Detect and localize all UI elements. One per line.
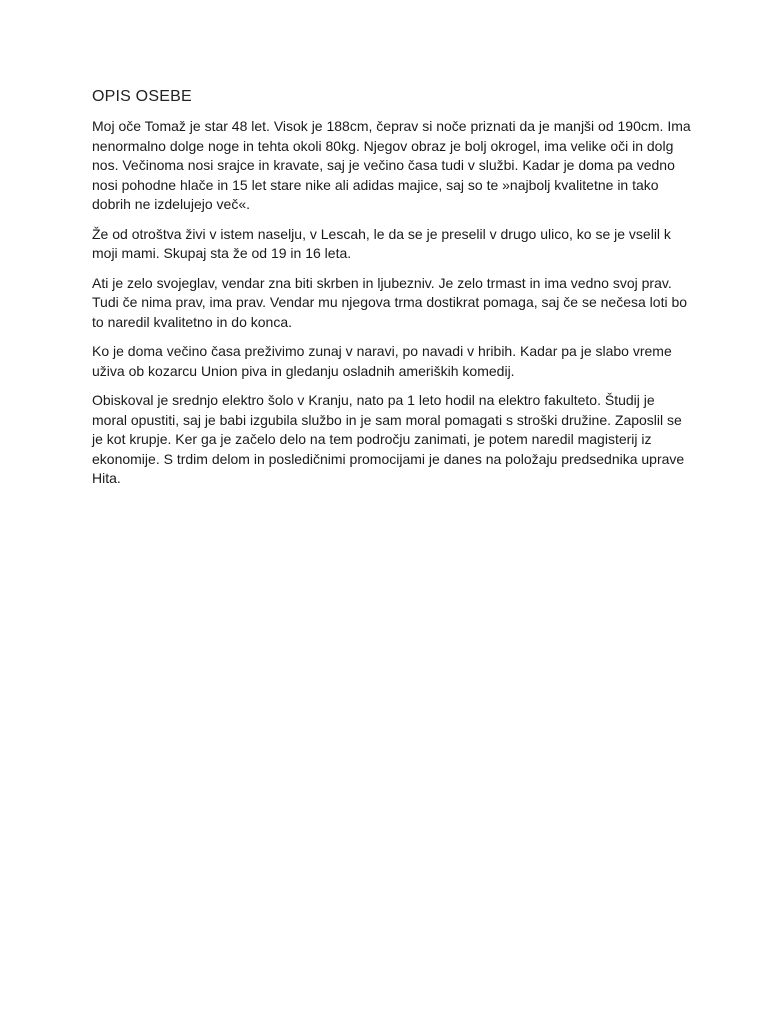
paragraph-personality: Ati je zelo svojeglav, vendar zna biti skrben in ljubezniv. Je zelo trmast in ima vedno svoj prav. Tudi če nima prav, ima prav. Vendar mu njegova trma dostikrat pomaga, saj če se nečesa loti bo to naredil kvalitetno in do konca. — [92, 274, 688, 330]
document-title: OPIS OSEBE — [92, 88, 192, 105]
document-body — [92, 86, 692, 499]
paragraph-residence: Že od otroštva živi v istem naselju, v Lescah, le da se je preselil v drugo ulico, ko se je vselil k moji mami. Skupaj sta že od 19 in 16 leta. — [92, 225, 671, 261]
paragraph-free-time: Ko je doma večino časa preživimo zunaj v naravi, po navadi v hribih. Kadar pa je slabo vreme uživa ob kozarcu Union piva in gledanju osladnih ameriških komedij. — [92, 343, 672, 379]
paragraph-education-career: Obiskoval je srednjo elektro šolo v Kranju, nato pa 1 leto hodil na elektro fakulteto. Študij je moral opustiti, saj je babi izgubila službo in je sam moral pomagati s stroški družine. Zaposlil se je kot krupje. Ker ga je začelo delo na tem področju zanimati, je potem naredil magisterij iz ekonomije. S trdim delom in posledičnimi promocijami je danes na položaju predsednika uprave Hita. — [92, 392, 685, 486]
paragraph-appearance: Moj oče Tomaž je star 48 let. Visok je 188cm, čeprav si noče priznati da je manjši od 190cm. Ima nenormalno dolge noge in tehta okoli 80kg. Njegov obraz je bolj okrogel, ima velike oči in dolg nos. Večinoma nosi srajce in kravate, saj je večino časa tudi v službi. Kadar je doma pa vedno nosi pohodne hlače in 15 let stare nike ali adidas majice, saj so te »najbolj kvalitetne in tako dobrih ne izdelujejo več«. — [92, 118, 691, 212]
